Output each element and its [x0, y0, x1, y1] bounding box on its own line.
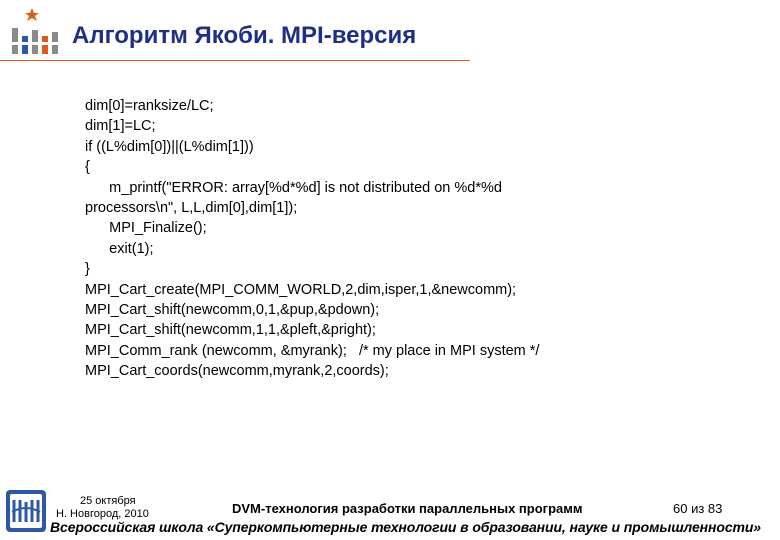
- code-line: MPI_Cart_shift(newcomm,1,1,&pleft,&pright);: [85, 322, 376, 339]
- code-line: exit(1);: [85, 240, 154, 257]
- footer-date: 25 октября: [80, 495, 136, 507]
- code-line: if ((L%dim[0])||(L%dim[1])): [85, 138, 254, 155]
- code-line: dim[0]=ranksize/LC;: [85, 98, 214, 114]
- page-title: Алгоритм Якоби. MPI-версия: [72, 22, 417, 49]
- code-block: [85, 96, 745, 381]
- code-line: m_printf("ERROR: array[%d*%d] is not distributed on %d*%d: [85, 179, 502, 196]
- code-line: MPI_Cart_shift(newcomm,0,1,&pup,&pdown);: [85, 301, 380, 318]
- code-line: }: [85, 261, 90, 278]
- code-line: {: [85, 159, 90, 176]
- footer-page-number: 60 из 83: [673, 501, 723, 516]
- code-line: MPI_Comm_rank (newcomm, &myrank); /* my place in MPI system */: [85, 342, 540, 359]
- footer-school-name: Всероссийская школа «Суперкомпьютерные технологии в образовании, науке и промышленности»: [50, 519, 761, 535]
- university-logo-icon: [4, 488, 48, 534]
- code-line: dim[1]=LC;: [85, 118, 156, 135]
- code-line: processors\n", L,L,dim[0],dim[1]);: [85, 199, 298, 216]
- footer-city: Н. Новгород, 2010: [56, 508, 149, 520]
- title-divider: [0, 60, 470, 61]
- code-line: MPI_Cart_coords(newcomm,myrank,2,coords);: [85, 363, 389, 380]
- footer-date-place: [56, 495, 166, 521]
- header-logo-icon: [8, 6, 64, 60]
- footer-course-title: DVM-технология разработки параллельных программ: [232, 501, 583, 516]
- code-line: MPI_Finalize();: [85, 220, 207, 237]
- code-line: MPI_Cart_create(MPI_COMM_WORLD,2,dim,isper,1,&newcomm);: [85, 281, 517, 298]
